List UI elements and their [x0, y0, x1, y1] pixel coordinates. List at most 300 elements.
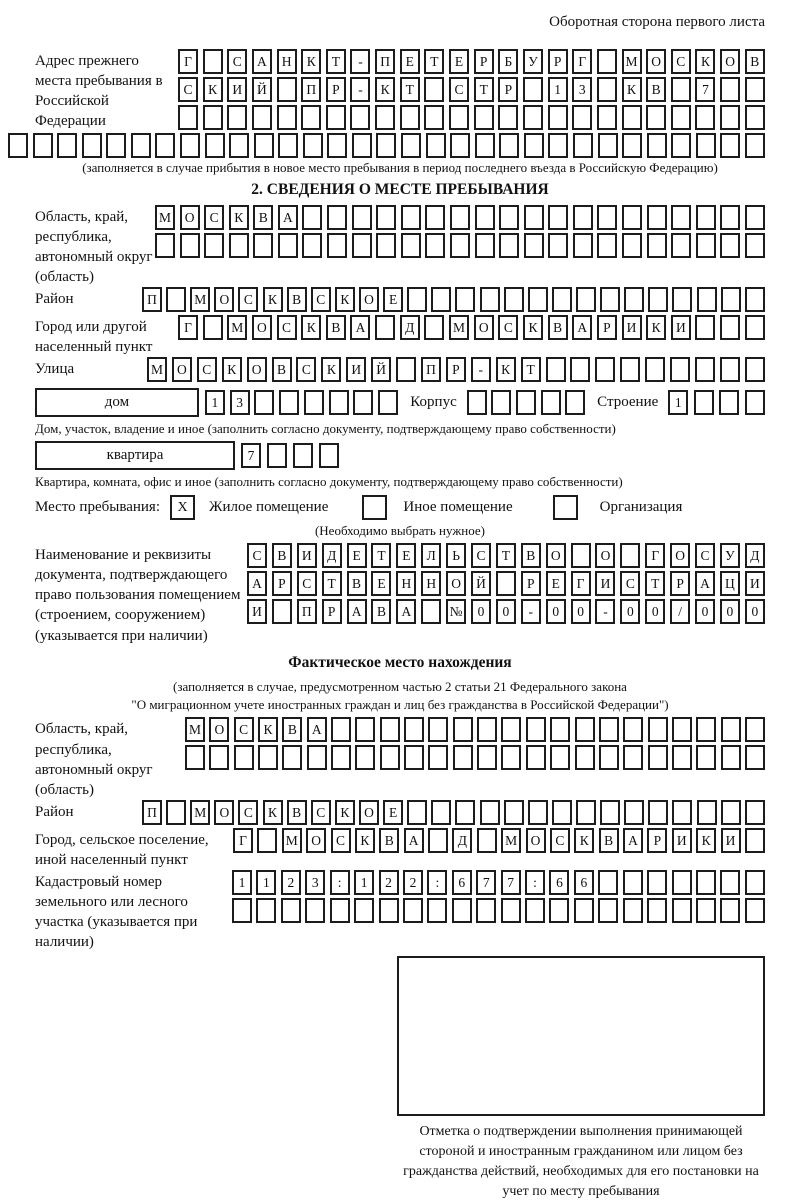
- form-cell[interactable]: [670, 357, 690, 382]
- form-cell[interactable]: [694, 390, 714, 415]
- form-cell[interactable]: [622, 205, 642, 230]
- form-cell[interactable]: [254, 133, 274, 158]
- form-cell[interactable]: 3: [305, 870, 325, 895]
- form-cell[interactable]: [227, 105, 247, 130]
- form-cell[interactable]: [499, 233, 519, 258]
- form-cell[interactable]: А: [278, 205, 298, 230]
- form-cell[interactable]: [234, 745, 254, 770]
- form-cell[interactable]: [620, 543, 640, 568]
- form-cell[interactable]: [696, 745, 716, 770]
- form-cell[interactable]: -: [350, 49, 370, 74]
- form-cell[interactable]: [598, 133, 618, 158]
- form-cell[interactable]: [745, 800, 765, 825]
- form-cell[interactable]: [720, 870, 740, 895]
- form-cell[interactable]: [253, 233, 273, 258]
- form-cell[interactable]: [467, 390, 487, 415]
- form-cell[interactable]: Т: [371, 543, 391, 568]
- form-cell[interactable]: [646, 105, 666, 130]
- form-cell[interactable]: [671, 205, 691, 230]
- form-cell[interactable]: И: [622, 315, 642, 340]
- form-cell[interactable]: [376, 205, 396, 230]
- form-cell[interactable]: [597, 105, 617, 130]
- form-cell[interactable]: С: [671, 49, 691, 74]
- form-cell[interactable]: [647, 133, 667, 158]
- form-cell[interactable]: [597, 205, 617, 230]
- form-cell[interactable]: [475, 205, 495, 230]
- form-cell[interactable]: [352, 205, 372, 230]
- form-cell[interactable]: Е: [400, 49, 420, 74]
- form-cell[interactable]: [155, 133, 175, 158]
- form-cell[interactable]: П: [142, 800, 162, 825]
- form-cell[interactable]: [647, 205, 667, 230]
- form-cell[interactable]: [477, 717, 497, 742]
- checkbox-other-premises[interactable]: [362, 495, 387, 520]
- form-cell[interactable]: [203, 105, 223, 130]
- form-cell[interactable]: О: [214, 287, 234, 312]
- form-cell[interactable]: [375, 315, 395, 340]
- form-cell[interactable]: О: [446, 571, 466, 596]
- form-cell[interactable]: М: [501, 828, 521, 853]
- form-cell[interactable]: [407, 800, 427, 825]
- form-cell[interactable]: [204, 233, 224, 258]
- form-cell[interactable]: С: [227, 49, 247, 74]
- form-cell[interactable]: 6: [549, 870, 569, 895]
- form-cell[interactable]: [599, 745, 619, 770]
- form-cell[interactable]: 1: [668, 390, 688, 415]
- form-cell[interactable]: [647, 233, 667, 258]
- form-cell[interactable]: А: [347, 599, 367, 624]
- form-cell[interactable]: О: [252, 315, 272, 340]
- form-cell[interactable]: [450, 133, 470, 158]
- form-cell[interactable]: П: [301, 77, 321, 102]
- form-cell[interactable]: [501, 745, 521, 770]
- form-cell[interactable]: [719, 390, 739, 415]
- form-cell[interactable]: С: [297, 571, 317, 596]
- form-cell[interactable]: [166, 800, 186, 825]
- form-cell[interactable]: [302, 205, 322, 230]
- form-cell[interactable]: 0: [645, 599, 665, 624]
- form-cell[interactable]: [8, 133, 28, 158]
- form-cell[interactable]: [450, 205, 470, 230]
- form-cell[interactable]: [421, 599, 441, 624]
- form-cell[interactable]: [648, 717, 668, 742]
- form-cell[interactable]: 0: [620, 599, 640, 624]
- form-cell[interactable]: [106, 133, 126, 158]
- form-cell[interactable]: [526, 745, 546, 770]
- form-cell[interactable]: 0: [571, 599, 591, 624]
- form-cell[interactable]: [597, 233, 617, 258]
- form-cell[interactable]: -: [595, 599, 615, 624]
- form-cell[interactable]: [407, 287, 427, 312]
- form-cell[interactable]: [672, 870, 692, 895]
- form-cell[interactable]: [352, 233, 372, 258]
- form-cell[interactable]: Р: [322, 599, 342, 624]
- form-cell[interactable]: [496, 571, 516, 596]
- form-cell[interactable]: [720, 77, 740, 102]
- form-cell[interactable]: С: [247, 543, 267, 568]
- form-cell[interactable]: [474, 105, 494, 130]
- form-cell[interactable]: К: [335, 287, 355, 312]
- form-cell[interactable]: [319, 443, 339, 468]
- form-cell[interactable]: :: [427, 870, 447, 895]
- form-cell[interactable]: 2: [281, 870, 301, 895]
- form-cell[interactable]: К: [574, 828, 594, 853]
- form-cell[interactable]: [375, 105, 395, 130]
- form-cell[interactable]: [647, 870, 667, 895]
- form-cell[interactable]: [576, 287, 596, 312]
- form-cell[interactable]: [427, 898, 447, 923]
- form-cell[interactable]: [745, 133, 765, 158]
- form-cell[interactable]: [401, 205, 421, 230]
- form-cell[interactable]: [431, 287, 451, 312]
- form-cell[interactable]: [524, 133, 544, 158]
- form-cell[interactable]: [720, 233, 740, 258]
- form-cell[interactable]: О: [720, 49, 740, 74]
- form-cell[interactable]: [721, 717, 741, 742]
- form-cell[interactable]: 1: [232, 870, 252, 895]
- form-cell[interactable]: К: [263, 287, 283, 312]
- form-cell[interactable]: [549, 898, 569, 923]
- form-cell[interactable]: Д: [745, 543, 765, 568]
- form-cell[interactable]: [327, 233, 347, 258]
- form-cell[interactable]: [477, 828, 497, 853]
- form-cell[interactable]: [548, 233, 568, 258]
- form-cell[interactable]: [600, 800, 620, 825]
- form-cell[interactable]: [477, 745, 497, 770]
- form-cell[interactable]: Р: [521, 571, 541, 596]
- form-cell[interactable]: Т: [521, 357, 541, 382]
- form-cell[interactable]: [455, 287, 475, 312]
- form-cell[interactable]: [282, 745, 302, 770]
- form-cell[interactable]: С: [449, 77, 469, 102]
- form-cell[interactable]: [524, 233, 544, 258]
- form-cell[interactable]: С: [238, 287, 258, 312]
- form-cell[interactable]: 7: [695, 77, 715, 102]
- form-cell[interactable]: Л: [421, 543, 441, 568]
- form-cell[interactable]: М: [155, 205, 175, 230]
- form-cell[interactable]: Т: [645, 571, 665, 596]
- form-cell[interactable]: [671, 133, 691, 158]
- form-cell[interactable]: [252, 105, 272, 130]
- form-cell[interactable]: [745, 357, 765, 382]
- form-cell[interactable]: [267, 443, 287, 468]
- form-cell[interactable]: [424, 315, 444, 340]
- form-cell[interactable]: Е: [371, 571, 391, 596]
- form-cell[interactable]: [305, 898, 325, 923]
- form-cell[interactable]: [648, 745, 668, 770]
- form-cell[interactable]: В: [599, 828, 619, 853]
- form-cell[interactable]: [424, 105, 444, 130]
- form-cell[interactable]: [552, 287, 572, 312]
- form-cell[interactable]: [574, 898, 594, 923]
- form-cell[interactable]: [166, 287, 186, 312]
- form-cell[interactable]: [376, 133, 396, 158]
- form-cell[interactable]: [745, 105, 765, 130]
- form-cell[interactable]: [548, 133, 568, 158]
- form-cell[interactable]: [354, 898, 374, 923]
- form-cell[interactable]: [302, 233, 322, 258]
- form-cell[interactable]: 3: [230, 390, 250, 415]
- form-cell[interactable]: [293, 443, 313, 468]
- form-cell[interactable]: [595, 357, 615, 382]
- form-cell[interactable]: [541, 390, 561, 415]
- form-cell[interactable]: Г: [572, 49, 592, 74]
- form-cell[interactable]: А: [247, 571, 267, 596]
- form-cell[interactable]: [476, 898, 496, 923]
- form-cell[interactable]: П: [421, 357, 441, 382]
- form-cell[interactable]: И: [247, 599, 267, 624]
- form-cell[interactable]: 1: [354, 870, 374, 895]
- form-cell[interactable]: 2: [379, 870, 399, 895]
- form-cell[interactable]: М: [227, 315, 247, 340]
- form-cell[interactable]: [671, 77, 691, 102]
- form-cell[interactable]: О: [306, 828, 326, 853]
- form-cell[interactable]: [401, 233, 421, 258]
- form-cell[interactable]: [721, 800, 741, 825]
- form-cell[interactable]: [697, 287, 717, 312]
- form-cell[interactable]: В: [347, 571, 367, 596]
- form-cell[interactable]: [720, 205, 740, 230]
- form-cell[interactable]: С: [620, 571, 640, 596]
- form-cell[interactable]: С: [695, 543, 715, 568]
- form-cell[interactable]: П: [142, 287, 162, 312]
- form-cell[interactable]: 0: [745, 599, 765, 624]
- form-cell[interactable]: К: [695, 49, 715, 74]
- form-cell[interactable]: [672, 717, 692, 742]
- form-cell[interactable]: [672, 745, 692, 770]
- form-cell[interactable]: В: [282, 717, 302, 742]
- form-cell[interactable]: Д: [452, 828, 472, 853]
- form-cell[interactable]: М: [190, 287, 210, 312]
- form-cell[interactable]: [353, 390, 373, 415]
- form-cell[interactable]: К: [301, 315, 321, 340]
- form-cell[interactable]: Е: [449, 49, 469, 74]
- form-cell[interactable]: А: [623, 828, 643, 853]
- form-cell[interactable]: В: [272, 543, 292, 568]
- form-cell[interactable]: И: [745, 571, 765, 596]
- form-cell[interactable]: 0: [695, 599, 715, 624]
- form-cell[interactable]: М: [147, 357, 167, 382]
- form-cell[interactable]: К: [355, 828, 375, 853]
- form-cell[interactable]: Т: [400, 77, 420, 102]
- form-cell[interactable]: [229, 233, 249, 258]
- form-cell[interactable]: [185, 745, 205, 770]
- form-cell[interactable]: [277, 77, 297, 102]
- form-cell[interactable]: [498, 105, 518, 130]
- form-cell[interactable]: И: [595, 571, 615, 596]
- form-cell[interactable]: С: [331, 828, 351, 853]
- form-cell[interactable]: Д: [400, 315, 420, 340]
- form-cell[interactable]: [696, 133, 716, 158]
- form-cell[interactable]: [720, 133, 740, 158]
- form-cell[interactable]: [570, 357, 590, 382]
- form-cell[interactable]: С: [311, 287, 331, 312]
- form-cell[interactable]: 0: [720, 599, 740, 624]
- form-cell[interactable]: [672, 287, 692, 312]
- form-cell[interactable]: 7: [241, 443, 261, 468]
- form-cell[interactable]: [697, 800, 717, 825]
- form-cell[interactable]: Р: [647, 828, 667, 853]
- form-cell[interactable]: [745, 898, 765, 923]
- form-cell[interactable]: [501, 898, 521, 923]
- form-cell[interactable]: К: [646, 315, 666, 340]
- form-cell[interactable]: В: [521, 543, 541, 568]
- form-cell[interactable]: [301, 105, 321, 130]
- form-cell[interactable]: В: [548, 315, 568, 340]
- form-cell[interactable]: А: [572, 315, 592, 340]
- form-cell[interactable]: Р: [446, 357, 466, 382]
- form-cell[interactable]: К: [375, 77, 395, 102]
- form-cell[interactable]: Р: [474, 49, 494, 74]
- checkbox-organization[interactable]: [553, 495, 578, 520]
- form-cell[interactable]: [376, 233, 396, 258]
- form-cell[interactable]: :: [330, 870, 350, 895]
- form-cell[interactable]: Р: [326, 77, 346, 102]
- form-cell[interactable]: [598, 870, 618, 895]
- form-cell[interactable]: [404, 745, 424, 770]
- form-cell[interactable]: [229, 133, 249, 158]
- form-cell[interactable]: №: [446, 599, 466, 624]
- form-cell[interactable]: О: [172, 357, 192, 382]
- form-cell[interactable]: Р: [597, 315, 617, 340]
- form-cell[interactable]: С: [498, 315, 518, 340]
- form-cell[interactable]: О: [474, 315, 494, 340]
- form-cell[interactable]: 7: [501, 870, 521, 895]
- form-cell[interactable]: Р: [272, 571, 292, 596]
- form-cell[interactable]: [131, 133, 151, 158]
- form-cell[interactable]: К: [263, 800, 283, 825]
- form-cell[interactable]: [745, 233, 765, 258]
- form-cell[interactable]: О: [214, 800, 234, 825]
- form-cell[interactable]: [620, 357, 640, 382]
- form-cell[interactable]: [450, 233, 470, 258]
- form-cell[interactable]: А: [252, 49, 272, 74]
- form-cell[interactable]: [82, 133, 102, 158]
- form-cell[interactable]: [548, 205, 568, 230]
- form-cell[interactable]: Е: [347, 543, 367, 568]
- form-cell[interactable]: [720, 315, 740, 340]
- form-cell[interactable]: О: [180, 205, 200, 230]
- form-cell[interactable]: [278, 133, 298, 158]
- form-cell[interactable]: [378, 390, 398, 415]
- form-cell[interactable]: [573, 133, 593, 158]
- form-cell[interactable]: [279, 390, 299, 415]
- form-cell[interactable]: [178, 105, 198, 130]
- form-cell[interactable]: [501, 717, 521, 742]
- form-cell[interactable]: Н: [277, 49, 297, 74]
- form-cell[interactable]: [277, 105, 297, 130]
- form-cell[interactable]: [524, 205, 544, 230]
- form-cell[interactable]: [209, 745, 229, 770]
- form-cell[interactable]: В: [646, 77, 666, 102]
- form-cell[interactable]: [598, 898, 618, 923]
- form-cell[interactable]: А: [695, 571, 715, 596]
- form-cell[interactable]: [523, 77, 543, 102]
- form-cell[interactable]: В: [253, 205, 273, 230]
- form-cell[interactable]: [180, 233, 200, 258]
- form-cell[interactable]: Г: [178, 315, 198, 340]
- form-cell[interactable]: К: [622, 77, 642, 102]
- form-cell[interactable]: [624, 800, 644, 825]
- form-cell[interactable]: В: [287, 287, 307, 312]
- form-cell[interactable]: [203, 49, 223, 74]
- form-cell[interactable]: [745, 315, 765, 340]
- form-cell[interactable]: [352, 133, 372, 158]
- form-cell[interactable]: А: [350, 315, 370, 340]
- form-cell[interactable]: [745, 205, 765, 230]
- form-cell[interactable]: 0: [471, 599, 491, 624]
- form-cell[interactable]: [720, 898, 740, 923]
- form-cell[interactable]: К: [696, 828, 716, 853]
- form-cell[interactable]: [33, 133, 53, 158]
- form-cell[interactable]: [331, 717, 351, 742]
- form-cell[interactable]: Ь: [446, 543, 466, 568]
- form-cell[interactable]: [258, 745, 278, 770]
- form-cell[interactable]: [696, 233, 716, 258]
- form-cell[interactable]: О: [359, 287, 379, 312]
- form-cell[interactable]: М: [185, 717, 205, 742]
- form-cell[interactable]: [648, 287, 668, 312]
- form-cell[interactable]: [696, 870, 716, 895]
- form-cell[interactable]: 7: [476, 870, 496, 895]
- form-cell[interactable]: [671, 233, 691, 258]
- form-cell[interactable]: [428, 745, 448, 770]
- form-cell[interactable]: [575, 717, 595, 742]
- form-cell[interactable]: [272, 599, 292, 624]
- form-cell[interactable]: В: [287, 800, 307, 825]
- form-cell[interactable]: К: [203, 77, 223, 102]
- form-cell[interactable]: [380, 745, 400, 770]
- form-cell[interactable]: :: [525, 870, 545, 895]
- form-cell[interactable]: [475, 233, 495, 258]
- form-cell[interactable]: -: [471, 357, 491, 382]
- form-cell[interactable]: П: [375, 49, 395, 74]
- form-cell[interactable]: [548, 105, 568, 130]
- form-cell[interactable]: М: [190, 800, 210, 825]
- form-cell[interactable]: [57, 133, 77, 158]
- form-cell[interactable]: С: [197, 357, 217, 382]
- form-cell[interactable]: [745, 717, 765, 742]
- form-cell[interactable]: [254, 390, 274, 415]
- form-cell[interactable]: [327, 133, 347, 158]
- form-cell[interactable]: Т: [474, 77, 494, 102]
- form-cell[interactable]: [648, 800, 668, 825]
- form-cell[interactable]: [550, 717, 570, 742]
- form-cell[interactable]: Р: [670, 571, 690, 596]
- form-cell[interactable]: Т: [322, 571, 342, 596]
- form-cell[interactable]: К: [496, 357, 516, 382]
- form-cell[interactable]: [745, 287, 765, 312]
- form-cell[interactable]: [573, 233, 593, 258]
- form-cell[interactable]: [329, 390, 349, 415]
- form-cell[interactable]: Н: [421, 571, 441, 596]
- form-cell[interactable]: С: [178, 77, 198, 102]
- form-cell[interactable]: [379, 898, 399, 923]
- form-cell[interactable]: Й: [471, 571, 491, 596]
- form-cell[interactable]: [155, 233, 175, 258]
- form-cell[interactable]: И: [227, 77, 247, 102]
- form-cell[interactable]: [528, 287, 548, 312]
- form-cell[interactable]: Й: [371, 357, 391, 382]
- form-cell[interactable]: О: [209, 717, 229, 742]
- form-cell[interactable]: К: [321, 357, 341, 382]
- form-cell[interactable]: М: [449, 315, 469, 340]
- form-cell[interactable]: [622, 105, 642, 130]
- form-cell[interactable]: [203, 315, 223, 340]
- form-cell[interactable]: С: [550, 828, 570, 853]
- form-cell[interactable]: О: [546, 543, 566, 568]
- form-cell[interactable]: [597, 49, 617, 74]
